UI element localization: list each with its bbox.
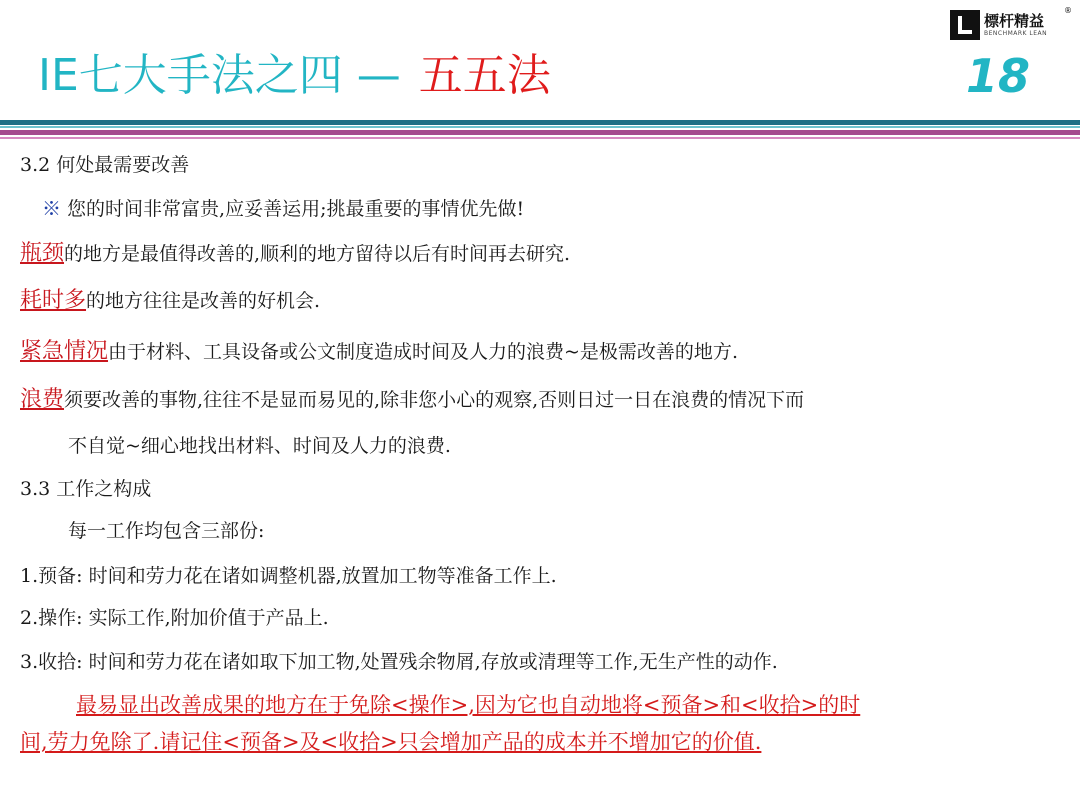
logo-mark-icon [950,10,980,40]
brand-logo [950,6,1072,44]
paragraph-text: 的地方是最值得改善的,顺利的地方留待以后有时间再去研究. [64,243,571,265]
section-heading-3-2: 3.2 何处最需要改善 [20,154,190,176]
title-part-1: IE七大手法之四 — [38,50,401,101]
section-heading-3-3: 3.3 工作之构成 [20,478,152,500]
work-components-intro: 每一工作均包含三部份: [68,520,265,542]
list-item-prepare: 1.预备: 时间和劳力花在诸如调整机器,放置加工物等准备工作上. [20,565,557,587]
conclusion-line-1: 最易显出改善成果的地方在于免除<操作>,因为它也自动地将<预备>和<收拾>的时 [76,693,861,717]
list-item-operate: 2.操作: 实际工作,附加价值于产品上. [20,607,329,629]
note-text: 您的时间非常富贵,应妥善运用;挑最重要的事情优先做! [61,198,525,220]
page-number: 18 [965,49,1030,103]
paragraph-time-consuming [20,288,320,314]
paragraph-waste [20,387,804,413]
keyword-bottleneck: 瓶颈 [20,241,65,266]
paragraph-waste-continued: 不自觉~细心地找出材料、时间及人力的浪费. [68,435,451,457]
divider-band-2 [0,126,1080,128]
note-line [42,196,524,222]
conclusion-line-2: 间,劳力免除了.请记住<预备>及<收拾>只会增加产品的成本并不增加它的价值. [20,730,762,754]
divider-band-1 [0,120,1080,125]
paragraph-text: 由于材料、工具设备或公文制度造成时间及人力的浪费~是极需改善的地方. [108,341,738,363]
keyword-emergency: 紧急情况 [20,339,109,364]
list-item-cleanup: 3.收拾: 时间和劳力花在诸如取下加工物,处置残余物屑,存放或清理等工作,无生产性的动作. [20,651,778,673]
paragraph-bottleneck [20,241,570,267]
logo-name: 標杆精益 [984,12,1045,30]
logo-registered: ® [1064,6,1072,15]
paragraph-text: 的地方往往是改善的好机会. [86,290,321,312]
divider-band-4 [0,137,1080,139]
logo-subtitle: BENCHMARK LEAN [984,30,1048,37]
keyword-time-consuming: 耗时多 [20,288,87,313]
slide-title [38,46,551,106]
paragraph-emergency [20,339,738,365]
reference-mark-icon: ※ [42,198,62,220]
keyword-waste: 浪费 [20,387,65,412]
paragraph-text: 须要改善的事物,往往不是显而易见的,除非您小心的观察,否则日过一日在浪费的情况下而 [64,389,805,411]
divider-band-3 [0,130,1080,135]
title-part-2: 五五法 [418,50,551,101]
